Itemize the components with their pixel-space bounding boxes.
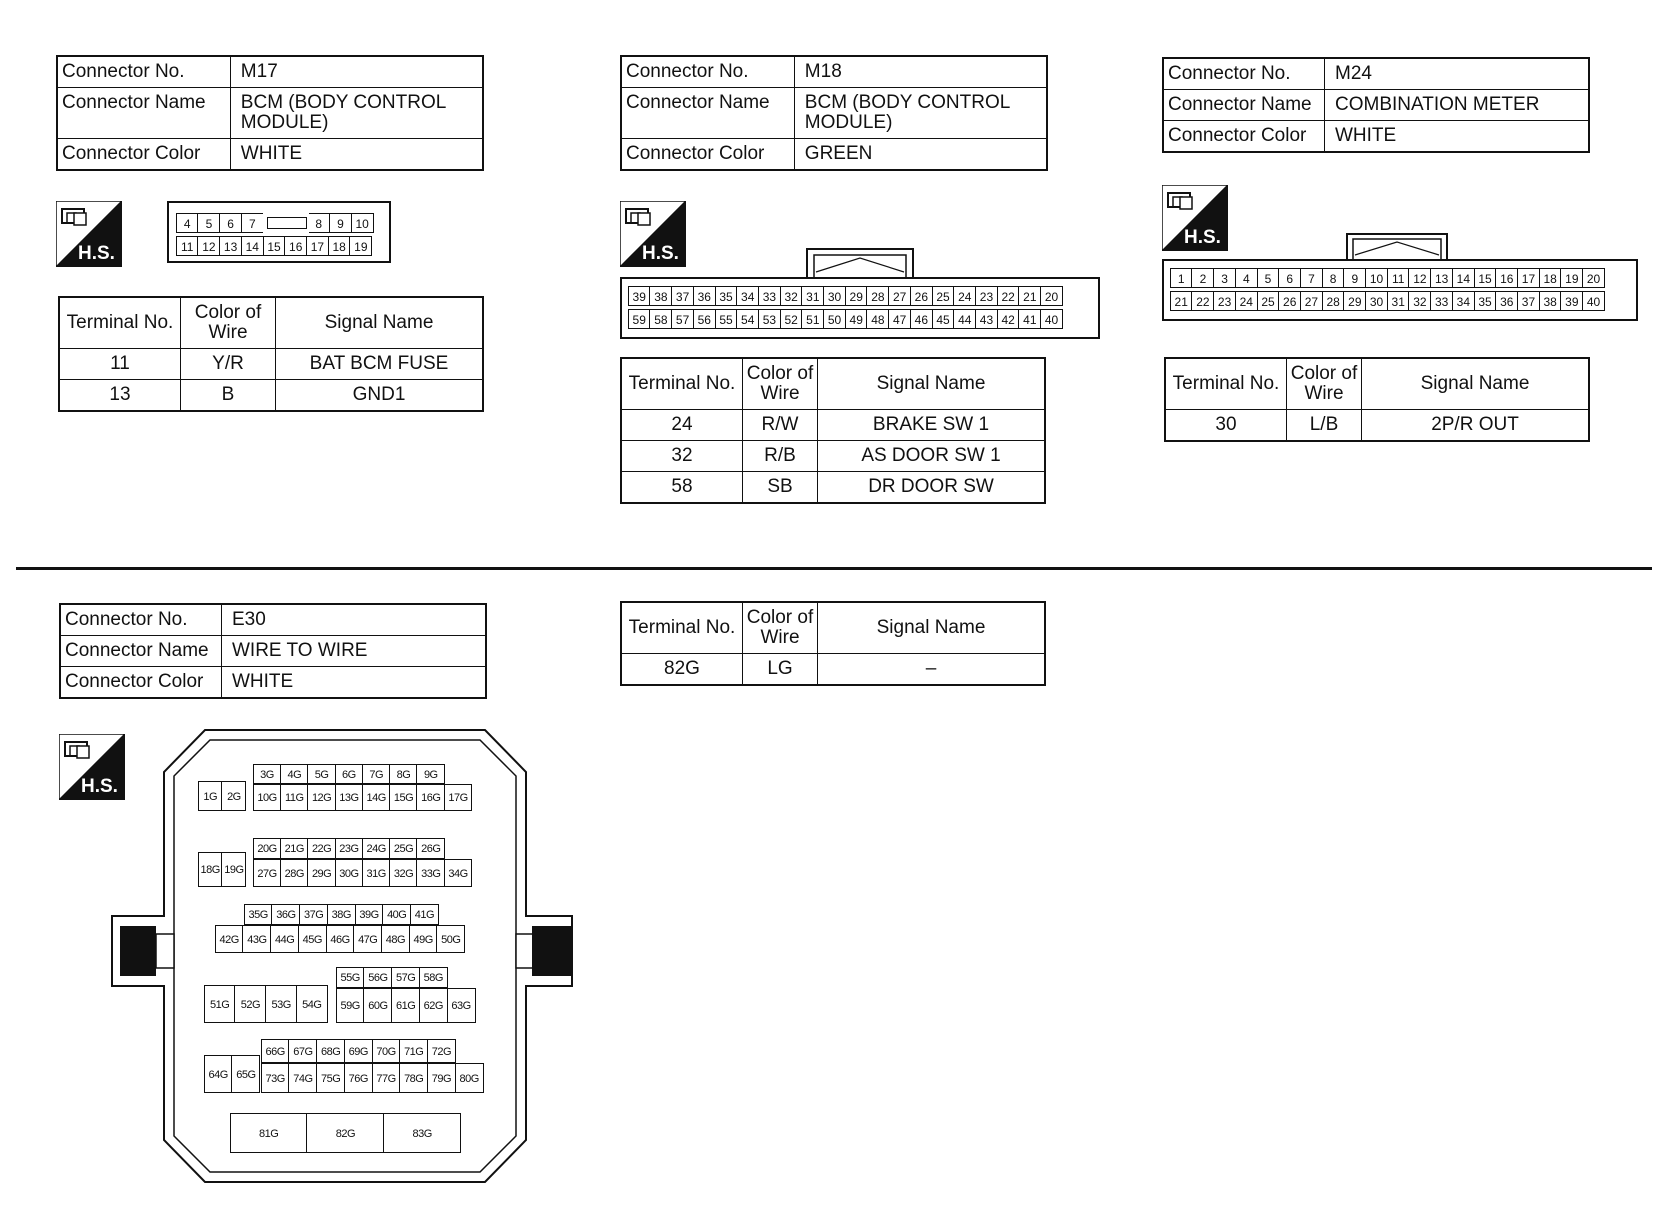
connector-pin: 54 xyxy=(736,309,759,329)
connector-pin: 12 xyxy=(197,236,220,256)
terminal-no-header: Terminal No. xyxy=(621,602,743,654)
connector-no-label: Connector No. xyxy=(1163,58,1325,90)
e30-pin-row xyxy=(216,925,465,953)
m17-connector-info xyxy=(56,55,484,171)
connector-pin: 15 xyxy=(263,236,286,256)
connector-pin: 36G xyxy=(271,904,300,925)
section-divider xyxy=(16,567,1652,570)
connector-key-slot xyxy=(263,213,309,233)
connector-pin: 37 xyxy=(671,286,694,306)
connector-pin: 40G xyxy=(382,904,411,925)
connector-pin: 10G xyxy=(253,784,282,811)
connector-pin: 11 xyxy=(176,236,199,256)
wire-color: Y/R xyxy=(181,349,276,380)
connector-pin: 44 xyxy=(953,309,976,329)
connector-pin: 37 xyxy=(1517,291,1540,311)
connector-pin: 29G xyxy=(307,859,336,887)
terminal-no: 32 xyxy=(621,441,743,472)
connector-pin: 12 xyxy=(1408,268,1431,288)
hs-connector-icon xyxy=(620,201,686,267)
connector-pin: 33G xyxy=(416,859,445,887)
signal-name: BRAKE SW 1 xyxy=(818,410,1046,441)
connector-pin: 20 xyxy=(1582,268,1605,288)
connector-pin: 1G xyxy=(198,781,223,811)
connector-pin: 26G xyxy=(416,838,445,859)
color-of-wire-header: Color of Wire xyxy=(181,297,276,349)
connector-pin: 57 xyxy=(671,309,694,329)
connector-pin: 82G xyxy=(306,1113,384,1153)
connector-pin: 25 xyxy=(1257,291,1280,311)
connector-pin: 39 xyxy=(1560,291,1583,311)
table-row xyxy=(621,654,1045,686)
e30-pin-row xyxy=(254,764,445,784)
e30-pin-row xyxy=(262,1039,456,1063)
connector-pin: 44G xyxy=(270,925,299,953)
connector-pin: 38 xyxy=(649,286,672,306)
e30-pin-row xyxy=(199,781,246,811)
m24-connector-info xyxy=(1162,57,1590,153)
table-row xyxy=(1165,410,1589,442)
connector-no-value: M17 xyxy=(230,56,483,88)
connector-pin: 51 xyxy=(801,309,824,329)
connector-pin: 19G xyxy=(221,852,246,887)
e30-pin-row xyxy=(254,784,472,811)
terminal-no: 11 xyxy=(59,349,181,380)
connector-pin: 3 xyxy=(1213,268,1236,288)
connector-pin: 15 xyxy=(1474,268,1497,288)
connector-pin: 40 xyxy=(1040,309,1063,329)
connector-pin: 35 xyxy=(1474,291,1497,311)
connector-pin: 83G xyxy=(383,1113,461,1153)
connector-pin: 55 xyxy=(715,309,738,329)
connector-pin: 48 xyxy=(866,309,889,329)
connector-color-value: WHITE xyxy=(222,667,487,699)
hs-connector-icon xyxy=(56,201,122,267)
connector-pin: 71G xyxy=(399,1039,428,1063)
connector-pin: 4 xyxy=(176,213,199,233)
connector-pin: 27G xyxy=(253,859,282,887)
connector-pin: 22G xyxy=(307,838,336,859)
connector-pin: 4G xyxy=(280,764,309,784)
connector-pin: 61G xyxy=(391,988,420,1023)
connector-pin: 57G xyxy=(391,967,420,988)
connector-pin: 60G xyxy=(363,988,392,1023)
e30-pin-row xyxy=(205,985,328,1023)
hs-connector-icon xyxy=(1162,185,1228,251)
connector-pin: 34G xyxy=(444,859,473,887)
terminal-no-header: Terminal No. xyxy=(1165,358,1287,410)
connector-pin: 79G xyxy=(427,1063,456,1093)
connector-pin: 27 xyxy=(888,286,911,306)
signal-name: BAT BCM FUSE xyxy=(276,349,484,380)
connector-name-value: BCM (BODY CONTROL MODULE) xyxy=(230,88,483,139)
connector-pin: 2G xyxy=(221,781,246,811)
connector-pin: 34 xyxy=(1452,291,1475,311)
signal-name-header: Signal Name xyxy=(276,297,484,349)
connector-pin: 30G xyxy=(335,859,364,887)
e30-pin-row xyxy=(337,967,448,988)
m24-pin-diagram xyxy=(1162,259,1638,321)
connector-pin: 3G xyxy=(253,764,282,784)
table-row xyxy=(621,441,1045,472)
connector-pin: 2 xyxy=(1191,268,1214,288)
connector-pin: 59G xyxy=(336,988,365,1023)
connector-pin: 26 xyxy=(1278,291,1301,311)
connector-pin: 10 xyxy=(1365,268,1388,288)
connector-pin: 14G xyxy=(362,784,391,811)
signal-name: AS DOOR SW 1 xyxy=(818,441,1046,472)
m18-connector-info xyxy=(620,55,1048,171)
connector-pin: 67G xyxy=(288,1039,317,1063)
connector-pin: 35 xyxy=(715,286,738,306)
connector-pin: 5 xyxy=(197,213,220,233)
connector-color-label: Connector Color xyxy=(1163,121,1325,153)
connector-pin: 22 xyxy=(1191,291,1214,311)
connector-pin: 68G xyxy=(316,1039,345,1063)
m24-terminal-table xyxy=(1164,357,1590,442)
connector-name-label: Connector Name xyxy=(621,88,794,139)
connector-pin: 70G xyxy=(372,1039,401,1063)
connector-pin: 53 xyxy=(758,309,781,329)
connector-pin: 19 xyxy=(1560,268,1583,288)
connector-color-label: Connector Color xyxy=(621,139,794,171)
connector-pin: 62G xyxy=(419,988,448,1023)
connector-pin: 80G xyxy=(455,1063,484,1093)
connector-pin: 5 xyxy=(1257,268,1280,288)
wire-color: R/B xyxy=(743,441,818,472)
connector-pin: 13 xyxy=(219,236,242,256)
m18-pin-diagram xyxy=(620,277,1100,339)
connector-pin: 78G xyxy=(399,1063,428,1093)
connector-pin: 32 xyxy=(780,286,803,306)
connector-pin: 31 xyxy=(801,286,824,306)
connector-pin: 29 xyxy=(845,286,868,306)
connector-pin: 17 xyxy=(306,236,329,256)
connector-pin: 1 xyxy=(1170,268,1193,288)
table-row xyxy=(621,410,1045,441)
signal-name-header: Signal Name xyxy=(818,602,1046,654)
connector-pin: 52G xyxy=(234,985,266,1023)
connector-pin: 8 xyxy=(307,213,330,233)
connector-pin: 41 xyxy=(1018,309,1041,329)
hs-label: H.S. xyxy=(78,243,115,264)
connector-pin: 16 xyxy=(1495,268,1518,288)
e30-pin-row xyxy=(254,859,472,887)
connector-pin: 8G xyxy=(389,764,418,784)
connector-pin: 6G xyxy=(335,764,364,784)
terminal-no: 82G xyxy=(621,654,743,686)
connector-pin: 43G xyxy=(242,925,271,953)
table-row xyxy=(59,380,483,412)
connector-pin: 74G xyxy=(288,1063,317,1093)
m18-terminal-table xyxy=(620,357,1046,504)
connector-pin: 21 xyxy=(1170,291,1193,311)
connector-pin: 39G xyxy=(355,904,384,925)
connector-pin: 42 xyxy=(997,309,1020,329)
terminal-no-header: Terminal No. xyxy=(59,297,181,349)
connector-color-value: WHITE xyxy=(230,139,483,171)
connector-pin: 50G xyxy=(436,925,465,953)
connector-pin: 53G xyxy=(265,985,297,1023)
connector-pin: 56 xyxy=(693,309,716,329)
connector-pin: 10 xyxy=(351,213,374,233)
connector-pin: 38 xyxy=(1539,291,1562,311)
connector-pin: 46G xyxy=(326,925,355,953)
connector-name-label: Connector Name xyxy=(60,636,222,667)
connector-pin: 35G xyxy=(244,904,273,925)
connector-pin: 26 xyxy=(910,286,933,306)
connector-pin: 7G xyxy=(362,764,391,784)
connector-pin: 18G xyxy=(198,852,223,887)
e30-pin-row xyxy=(245,904,439,925)
connector-color-value: WHITE xyxy=(1325,121,1590,153)
connector-pin: 21G xyxy=(280,838,309,859)
connector-pin: 32G xyxy=(389,859,418,887)
connector-pin: 19 xyxy=(349,236,372,256)
connector-pin: 45G xyxy=(298,925,327,953)
connector-pin: 28G xyxy=(280,859,309,887)
connector-pin: 4 xyxy=(1235,268,1258,288)
connector-pin: 37G xyxy=(299,904,328,925)
connector-pin: 8 xyxy=(1322,268,1345,288)
connector-no-value: M18 xyxy=(794,56,1047,88)
connector-pin: 11 xyxy=(1387,268,1410,288)
connector-pin: 20G xyxy=(253,838,282,859)
connector-pin: 14 xyxy=(241,236,264,256)
e30-pin-row xyxy=(231,1113,461,1153)
connector-color-value: GREEN xyxy=(794,139,1047,171)
signal-name: – xyxy=(818,654,1046,686)
terminal-no-header: Terminal No. xyxy=(621,358,743,410)
connector-pin: 6 xyxy=(1278,268,1301,288)
connector-pin: 81G xyxy=(230,1113,308,1153)
e30-pin-row xyxy=(254,838,445,859)
e30-connector-info xyxy=(59,603,487,699)
connector-pin: 52 xyxy=(780,309,803,329)
connector-pin: 29 xyxy=(1343,291,1366,311)
e30-pin-row xyxy=(199,852,246,887)
connector-pin: 33 xyxy=(758,286,781,306)
connector-pin: 13G xyxy=(335,784,364,811)
connector-no-value: M24 xyxy=(1325,58,1590,90)
connector-pin: 46 xyxy=(910,309,933,329)
wire-color: LG xyxy=(743,654,818,686)
signal-name: DR DOOR SW xyxy=(818,472,1046,504)
signal-name: 2P/R OUT xyxy=(1362,410,1590,442)
connector-pin: 17G xyxy=(444,784,473,811)
connector-pin: 16G xyxy=(416,784,445,811)
connector-pin: 11G xyxy=(280,784,309,811)
connector-pin: 7 xyxy=(241,213,264,233)
connector-pin: 41G xyxy=(410,904,439,925)
connector-pin: 50 xyxy=(823,309,846,329)
connector-pin: 30 xyxy=(1365,291,1388,311)
connector-pin: 23G xyxy=(335,838,364,859)
e30-pin-row xyxy=(337,988,476,1023)
m17-pin-diagram xyxy=(167,201,391,263)
connector-pin: 66G xyxy=(261,1039,290,1063)
wire-color: L/B xyxy=(1287,410,1362,442)
connector-no-value: E30 xyxy=(222,604,487,636)
connector-no-label: Connector No. xyxy=(60,604,222,636)
connector-pin: 31 xyxy=(1387,291,1410,311)
connector-pin: 40 xyxy=(1582,291,1605,311)
connector-pin: 31G xyxy=(362,859,391,887)
connector-pin: 58G xyxy=(419,967,448,988)
connector-pin: 51G xyxy=(204,985,236,1023)
terminal-no: 58 xyxy=(621,472,743,504)
connector-pin: 77G xyxy=(372,1063,401,1093)
connector-pin: 59 xyxy=(628,309,651,329)
connector-pin: 23 xyxy=(1213,291,1236,311)
color-of-wire-header: Color of Wire xyxy=(743,358,818,410)
e30-pin-row xyxy=(262,1063,484,1093)
connector-pin: 47G xyxy=(353,925,382,953)
connector-pin: 6 xyxy=(219,213,242,233)
connector-pin: 13 xyxy=(1430,268,1453,288)
connector-pin: 36 xyxy=(1495,291,1518,311)
connector-pin: 65G xyxy=(231,1055,260,1093)
connector-pin: 5G xyxy=(307,764,336,784)
connector-color-label: Connector Color xyxy=(57,139,230,171)
hs-label: H.S. xyxy=(1184,227,1221,248)
connector-pin: 22 xyxy=(997,286,1020,306)
connector-pin: 7 xyxy=(1300,268,1323,288)
connector-pin: 75G xyxy=(316,1063,345,1093)
m17-terminal-table xyxy=(58,296,484,412)
connector-pin: 55G xyxy=(336,967,365,988)
connector-pin: 47 xyxy=(888,309,911,329)
connector-pin: 25 xyxy=(932,286,955,306)
color-of-wire-header: Color of Wire xyxy=(743,602,818,654)
connector-pin: 12G xyxy=(307,784,336,811)
connector-pin: 34 xyxy=(736,286,759,306)
connector-pin: 9 xyxy=(1343,268,1366,288)
signal-name-header: Signal Name xyxy=(818,358,1046,410)
connector-pin: 33 xyxy=(1430,291,1453,311)
connector-pin: 24G xyxy=(362,838,391,859)
connector-pin: 18 xyxy=(1539,268,1562,288)
connector-pin: 72G xyxy=(427,1039,456,1063)
connector-name-label: Connector Name xyxy=(57,88,230,139)
connector-pin: 28 xyxy=(866,286,889,306)
terminal-no: 30 xyxy=(1165,410,1287,442)
hs-label: H.S. xyxy=(81,776,118,797)
connector-pin: 63G xyxy=(447,988,476,1023)
color-of-wire-header: Color of Wire xyxy=(1287,358,1362,410)
connector-pin: 17 xyxy=(1517,268,1540,288)
connector-pin: 69G xyxy=(344,1039,373,1063)
signal-name-header: Signal Name xyxy=(1362,358,1590,410)
table-row xyxy=(59,349,483,380)
connector-color-label: Connector Color xyxy=(60,667,222,699)
hs-label: H.S. xyxy=(642,243,679,264)
connector-pin: 21 xyxy=(1018,286,1041,306)
connector-no-label: Connector No. xyxy=(621,56,794,88)
connector-pin: 36 xyxy=(693,286,716,306)
connector-pin: 42G xyxy=(215,925,244,953)
table-row xyxy=(621,472,1045,504)
connector-pin: 15G xyxy=(389,784,418,811)
wire-color: B xyxy=(181,380,276,412)
connector-pin: 24 xyxy=(1235,291,1258,311)
connector-pin: 48G xyxy=(381,925,410,953)
connector-pin: 56G xyxy=(363,967,392,988)
connector-pin: 58 xyxy=(649,309,672,329)
connector-pin: 23 xyxy=(975,286,998,306)
connector-pin: 9 xyxy=(329,213,352,233)
connector-pin: 73G xyxy=(261,1063,290,1093)
connector-pin: 18 xyxy=(328,236,351,256)
connector-no-label: Connector No. xyxy=(57,56,230,88)
signal-name: GND1 xyxy=(276,380,484,412)
e30-pin-row xyxy=(205,1055,260,1093)
wire-color: SB xyxy=(743,472,818,504)
connector-name-label: Connector Name xyxy=(1163,90,1325,121)
connector-pin: 39 xyxy=(628,286,651,306)
connector-pin: 54G xyxy=(296,985,328,1023)
m18-connector-latch xyxy=(806,248,914,280)
connector-pin: 27 xyxy=(1300,291,1323,311)
connector-pin: 28 xyxy=(1322,291,1345,311)
connector-pin: 30 xyxy=(823,286,846,306)
connector-pin: 24 xyxy=(953,286,976,306)
connector-pin: 16 xyxy=(284,236,307,256)
connector-pin: 9G xyxy=(416,764,445,784)
connector-pin: 38G xyxy=(327,904,356,925)
connector-pin: 32 xyxy=(1408,291,1431,311)
e30-terminal-table xyxy=(620,601,1046,686)
connector-pin: 20 xyxy=(1040,286,1063,306)
connector-pin: 64G xyxy=(204,1055,233,1093)
connector-pin: 14 xyxy=(1452,268,1475,288)
connector-name-value: BCM (BODY CONTROL MODULE) xyxy=(794,88,1047,139)
connector-pin: 25G xyxy=(389,838,418,859)
connector-pin: 45 xyxy=(932,309,955,329)
terminal-no: 24 xyxy=(621,410,743,441)
connector-pin: 43 xyxy=(975,309,998,329)
wire-color: R/W xyxy=(743,410,818,441)
connector-pin: 76G xyxy=(344,1063,373,1093)
connector-name-value: COMBINATION METER xyxy=(1325,90,1590,121)
connector-name-value: WIRE TO WIRE xyxy=(222,636,487,667)
connector-pin: 49G xyxy=(409,925,438,953)
connector-pin: 49 xyxy=(845,309,868,329)
terminal-no: 13 xyxy=(59,380,181,412)
